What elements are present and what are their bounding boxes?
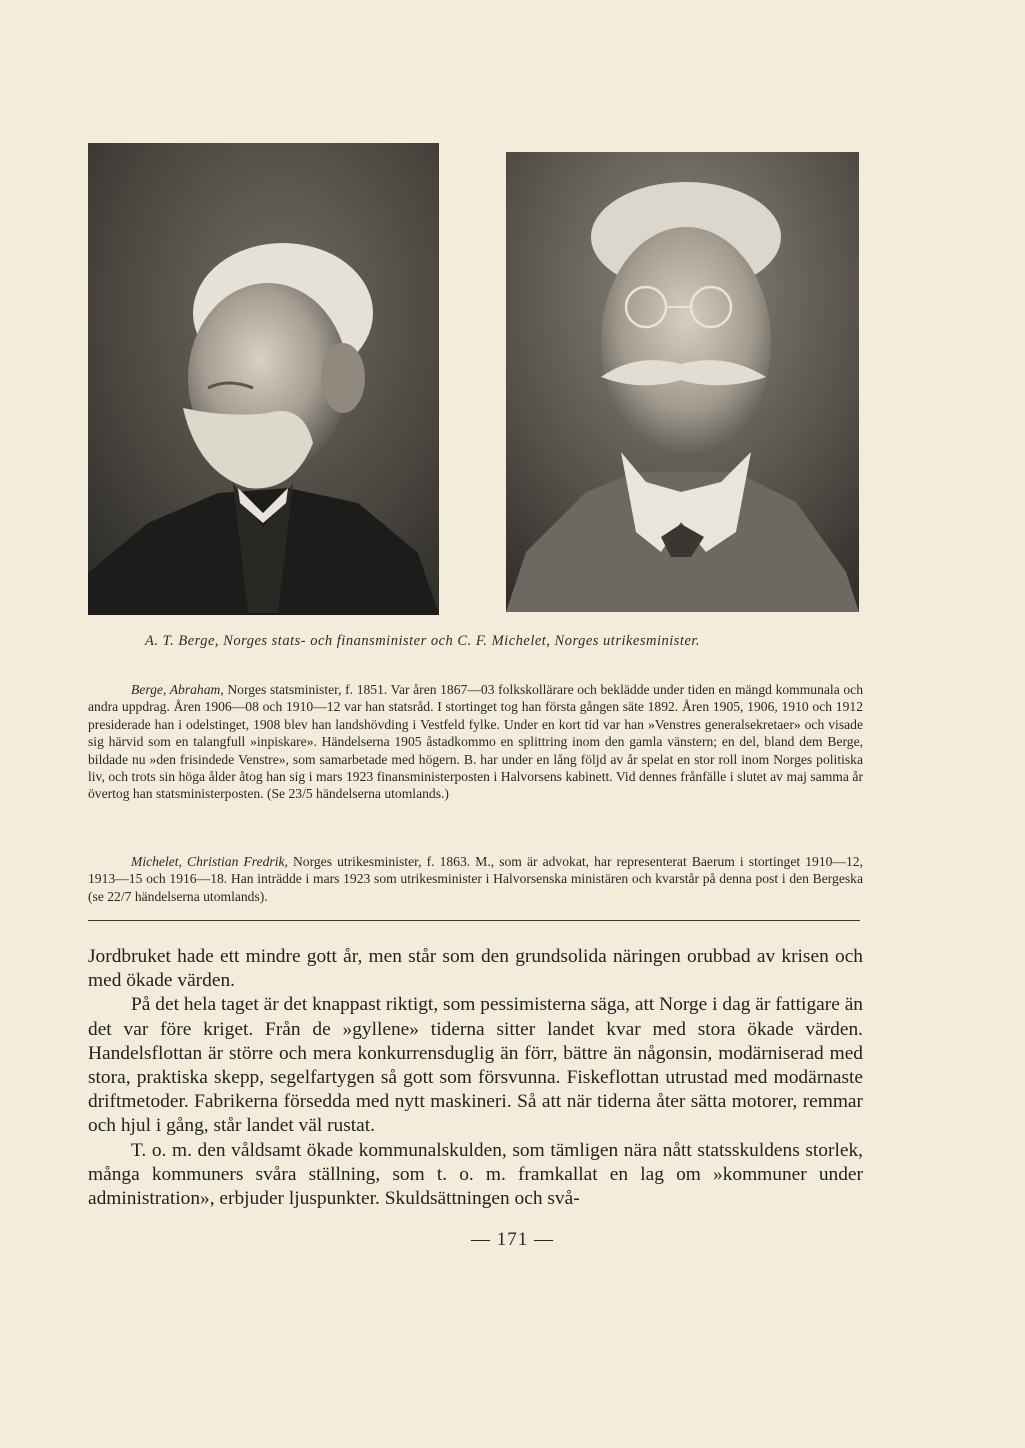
portrait-michelet-image [506, 152, 859, 612]
main-body-text [88, 945, 863, 1211]
biography-michelet [88, 853, 863, 905]
paragraph: På det hela taget är det knappast riktigt, som pessimisterna säga, att Norge i dag är fattigare än det var före kriget. Från de »gyllene» tiderna sitter landet kvar med stora ökade värden. Handelsflottan är större och mera konkurrensduglig än förr, bättre än någonsin, modärniserad med stora, praktiska skepp, segelfartygen så gott som försvunna. Fiskeflottan utrustad med modärnaste driftmetoder. Fabrikerna försedda med nytt maskineri. Så att när tiderna åter sätta motorer, remmar och hjul i gång, står landet väl rustat. [88, 994, 863, 1137]
page-number: — 171 — [471, 1229, 554, 1250]
portrait-photo-berge [88, 143, 439, 615]
bio-name: Berge, Abraham, [131, 682, 224, 697]
bio-text: Norges statsminister, f. 1851. Var åren 1867—03 folkskollärare och beklädde under tiden en mängd kommunala och andra uppdrag. Åren 1906—08 och 1910—12 var han statsråd. I stortinget tog han första gången säte 1892. Åren 1905, 1906, 1910 och 1912 presiderade han i odelstinget, 1908 blev han landshövding i Vestfeld fylke. Under en kort tid var han »Venstres generalsekretaer» och visade sig härvid som en talangfull »inpiskare». Händelserna 1905 åstadkommo en splittring inom den gamla vänstern; en del, bland dem Berge, bildade nu »den frisindede Venstre», som samarbetade med högern. B. har under en lång följd av år spelat en stor roll inom Norges politiska liv, och trots sin höga ålder åtog han sig i mars 1923 finansministerposten i Halvorsens kabinett. Vid dennes frånfälle i slutet av maj samma år övertog han statsministerposten. (Se 23/5 händelserna utomlands.) [88, 682, 863, 802]
portrait-berge-image [88, 143, 439, 615]
portrait-photo-michelet [506, 152, 859, 612]
paragraph: Jordbruket hade ett mindre gott år, men står som den grundsolida näringen orubbad av krisen och med ökade värden. [88, 946, 863, 992]
biography-berge [88, 681, 863, 803]
photo-caption: A. T. Berge, Norges stats- och finansminister och C. F. Michelet, Norges utrikesminister. [145, 633, 701, 649]
bio-name: Michelet, Christian Fredrik, [131, 854, 288, 869]
section-divider [88, 920, 860, 921]
paragraph: T. o. m. den våldsamt ökade kommunalskulden, som tämligen nära nått statsskuldens storlek, många kommuners svåra ställning, som t. o. m. framkallat en lag om »kommuner under administration», erbjuder ljuspunkter. Skuldsättningen och svå- [88, 1139, 863, 1210]
bio-text: Norges utrikesminister, f. 1863. M., som är advokat, har representerat Baerum i stortinget 1910—12, 1913—15 och 1916—18. Han inträdde i mars 1923 som utrikesminister i Halvorsenska ministären och kvarstår på denna post i den Bergeska (se 22/7 händelserna utomlands). [88, 854, 863, 904]
